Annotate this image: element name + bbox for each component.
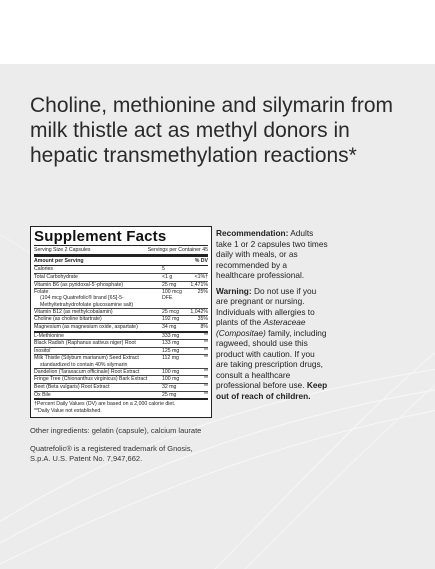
nutrient-label: Folate	[34, 289, 49, 296]
nutrient-name	[34, 333, 162, 340]
nutrient-dv: **	[203, 368, 208, 375]
facts-header-row	[34, 257, 208, 266]
nutrient-label: L-Methionine	[34, 332, 64, 339]
warning-text-1: Do not use if you are pregnant or nursing. Individuals with allergies to plants of the	[216, 285, 317, 327]
nutrient-label: Vitamin B6 (as pyridoxal-5'-phosphate)	[34, 281, 124, 288]
nutrient-dv: **	[203, 391, 208, 398]
nutrient-amount: 100 mg	[162, 368, 180, 375]
facts-title: Supplement Facts	[34, 229, 208, 246]
facts-row	[34, 282, 208, 290]
nutrient-dv: 25%	[197, 289, 208, 296]
footnote-dv: †Percent Daily Values (DV) are based on a 2,000 calorie diet.	[34, 401, 176, 408]
dv-header: % DV	[194, 258, 208, 265]
nutrient-label: Magnesium (as magnesium oxide, aspartate)	[34, 323, 138, 330]
nutrient-name	[34, 324, 162, 331]
facts-row	[34, 392, 208, 401]
nutrient-amount: 133 mg	[162, 340, 180, 347]
nutrient-label: Milk Thistle (Silybum marianum) Seed Extract	[34, 355, 139, 362]
nutrient-name	[34, 348, 162, 355]
recommendation-text: Adults take 1 or 2 capsules two times daily with meals, or as recommended by a healthcare professional.	[216, 228, 328, 280]
directions-column	[216, 228, 328, 406]
facts-row	[34, 333, 208, 341]
nutrient-amount: 125 mg	[162, 347, 180, 354]
amount-per-serving-label: Amount per Serving	[34, 258, 84, 265]
nutrient-dv: **	[203, 340, 208, 347]
nutrient-amount: 25 mg	[162, 391, 177, 398]
facts-row	[34, 266, 208, 274]
other-ingredients: Other ingredients: gelatin (capsule), calcium laurate	[30, 426, 202, 435]
nutrient-dv: 8%	[200, 323, 208, 330]
nutrient-name	[34, 309, 162, 316]
nutrient-dv: **	[203, 383, 208, 390]
nutrient-label: Fringe Tree (Chionanthus virginicus) Bark Extract	[34, 376, 148, 383]
nutrient-amount: 25 mcg	[162, 308, 180, 315]
footnote-not-established: **Daily Value not established.	[34, 408, 102, 415]
supplement-facts-panel	[30, 226, 212, 418]
nutrient-name	[34, 369, 162, 376]
nutrient-amount: 34 mg	[162, 323, 177, 330]
nutrient-dv: **	[203, 376, 208, 383]
nutrient-dv: 1,042%	[190, 308, 208, 315]
nutrient-amount: <1 g	[162, 274, 173, 280]
facts-row	[34, 289, 208, 309]
nutrient-label: Vitamin B12 (as methylcobalamin)	[34, 308, 113, 315]
nutrient-dv: 1,471%	[190, 281, 208, 288]
nutrient-dv: **	[203, 347, 208, 354]
nutrient-amount: 25 mg	[162, 281, 177, 288]
warning-text-2: family, including ragweed, should use this product with caution. If you are taking prescription drugs, consult a healthcare professional before use.	[216, 327, 327, 390]
nutrient-name	[34, 274, 162, 281]
facts-rows	[34, 266, 208, 400]
nutrient-label: Ox Bile	[34, 391, 51, 398]
plant-family: Asteraceae (Compositae)	[216, 317, 306, 338]
nutrient-name	[34, 376, 162, 383]
nutrient-amount: 32 mg	[162, 383, 177, 390]
nutrient-name	[34, 282, 162, 289]
serving-size: Serving Size 2 Capsules	[34, 247, 91, 253]
keep-out-of-reach: Keep out of reach of children.	[216, 380, 328, 401]
nutrient-label: Inositol	[34, 347, 51, 354]
nutrient-detail: (104 mcg Quatrefolic® brand [6S]-5-Methyltetrahydrofolate glucosamine salt)	[40, 295, 134, 308]
nutrient-label: Total Carbohydrate	[34, 274, 78, 280]
nutrient-dv: **	[203, 355, 208, 362]
nutrient-label: Beet (Beta vulgaris) Root Extract	[34, 383, 110, 390]
facts-row	[34, 324, 208, 333]
nutrient-name	[34, 384, 162, 391]
serving-info	[34, 246, 208, 257]
nutrient-name	[34, 316, 162, 323]
nutrient-name	[34, 355, 162, 367]
facts-row	[34, 348, 208, 356]
warning-paragraph	[216, 286, 328, 402]
nutrient-amount: 100 mcg DFE	[162, 289, 182, 302]
facts-row	[34, 316, 208, 324]
headline: Choline, methionine and silymarin from milk thistle act as methyl donors in hepatic transmethylation reactions*	[30, 94, 393, 167]
nutrient-amount: 333 mg	[162, 332, 180, 339]
nutrient-amount: 5	[162, 266, 165, 273]
nutrient-name	[34, 340, 162, 347]
facts-row	[34, 369, 208, 377]
recommendation-paragraph	[216, 228, 328, 281]
facts-row	[34, 355, 208, 368]
nutrient-amount: 192 mg	[162, 316, 180, 323]
facts-row	[34, 384, 208, 392]
nutrient-name	[34, 392, 162, 399]
nutrient-label: Dandelion (Taraxacum officinale) Root Extract	[34, 368, 140, 375]
nutrient-amount: 112 mg	[162, 355, 179, 362]
nutrient-name	[34, 289, 162, 308]
nutrient-amount: 100 mg	[162, 376, 180, 383]
facts-row	[34, 340, 208, 348]
nutrient-label: Choline (as choline bitartrate)	[34, 316, 102, 323]
nutrient-dv: <1%†	[194, 274, 208, 280]
recommendation-label: Recommendation:	[216, 228, 289, 238]
nutrient-dv: **	[203, 332, 208, 339]
servings-per-container: Servings per Container 45	[147, 247, 208, 253]
top-band	[0, 0, 435, 64]
facts-row	[34, 274, 208, 282]
warning-label: Warning:	[216, 285, 252, 296]
nutrient-detail: standardized to contain 40% silymarin	[40, 361, 128, 368]
facts-row	[34, 376, 208, 384]
nutrient-name	[34, 266, 162, 273]
nutrient-dv	[190, 266, 208, 273]
nutrient-label: Calories	[34, 266, 54, 273]
trademark-notice: Quatrefolic® is a registered trademark of Gnosis, S.p.A. U.S. Patent No. 7,947,662.	[30, 444, 193, 463]
nutrient-label: Black Radish (Raphanus sativus niger) Root	[34, 340, 136, 347]
facts-row	[34, 309, 208, 317]
nutrient-dv: 35%	[197, 316, 208, 323]
